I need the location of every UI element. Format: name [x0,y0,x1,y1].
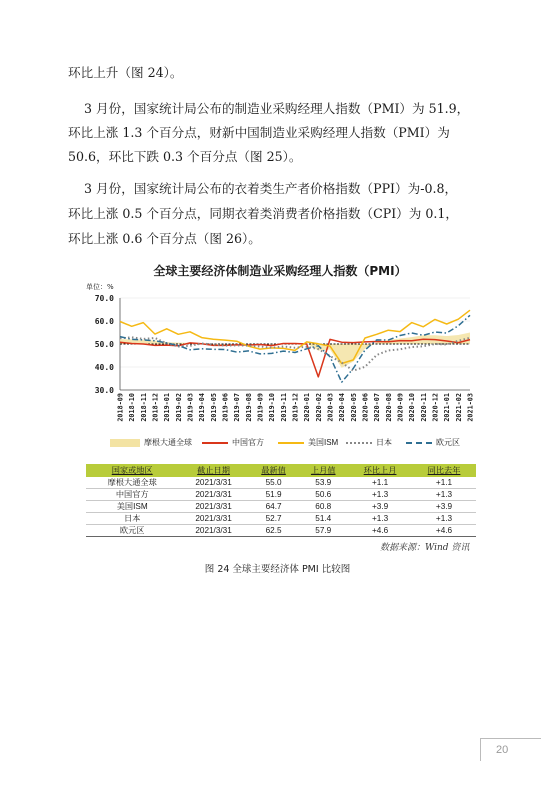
page-number-frame [480,738,541,761]
table-cell: 2021/3/31 [178,513,248,525]
table-cell: 2021/3/31 [178,525,248,537]
table-cell: 美国ISM [86,501,178,513]
table-cell: 60.8 [298,501,348,513]
x-tick-label: 2020-06 [361,393,370,422]
x-tick-label: 2020-09 [396,393,405,422]
x-tick-label: 2019-06 [221,393,230,422]
x-tick-label: 2018-11 [139,393,148,422]
table-cell: 64.7 [249,501,299,513]
x-tick-label: 2019-11 [279,393,288,422]
legend-label: 摩根大通全球 [144,438,192,447]
table-cell: 57.9 [298,525,348,537]
table-cell: 日本 [86,513,178,525]
y-tick-label: 40.0 [94,363,114,372]
x-tick-label: 2020-02 [314,393,323,422]
x-tick-label: 2019-07 [233,393,242,422]
table-cell: +1.3 [348,489,412,501]
legend-item [110,437,192,448]
legend-swatch-line [202,442,228,444]
paragraph-line: 3 月份，国家统计局公布的衣着类生产者价格指数（PPI）为-0.8， [68,181,458,196]
paragraph-line: 环比上涨 0.5 个百分点，同期衣着类消费者价格指数（CPI）为 0.1， [68,206,458,221]
x-tick-label: 2020-05 [349,393,358,422]
table-cell: 摩根大通全球 [86,477,178,489]
table-cell: +1.1 [348,477,412,489]
page-number: 20 [496,744,509,756]
x-tick-label: 2020-11 [419,393,428,422]
table-cell: 中国官方 [86,489,178,501]
table-cell: +3.9 [412,501,476,513]
x-tick-label: 2021-02 [454,393,463,422]
x-tick-label: 2019-09 [256,393,265,422]
x-tick-label: 2021-01 [443,393,452,422]
x-tick-label: 2019-01 [163,393,172,422]
legend-swatch-line [406,442,432,444]
pmi-line-chart [78,286,478,434]
chart-title: 全球主要经济体制造业采购经理人指数（PMI） [153,264,407,278]
x-tick-label: 2019-03 [186,393,195,422]
table-cell: 51.4 [298,513,348,525]
table-row [86,525,476,537]
table-cell: 2021/3/31 [178,477,248,489]
table-cell: 55.0 [249,477,299,489]
table-cell: +1.3 [412,513,476,525]
table-cell: 51.9 [249,489,299,501]
column-header: 国家或地区 [86,464,178,477]
legend-label: 中国官方 [232,438,264,447]
legend-swatch-area [110,439,140,447]
table-header-row [86,464,476,477]
paragraph-line: 环比上升（图 24）。 [68,65,183,80]
column-header: 截止日期 [178,464,248,477]
chart-unit-label: 单位：% [86,283,114,291]
x-tick-label: 2020-03 [326,393,335,422]
x-tick-label: 2018-12 [151,393,160,422]
y-tick-label: 50.0 [94,340,114,349]
x-tick-label: 2020-10 [408,393,417,422]
paragraph-line: 3 月份，国家统计局公布的制造业采购经理人指数（PMI）为 51.9， [68,101,470,116]
legend-swatch-line [346,442,372,444]
legend-item [346,437,392,448]
x-tick-label: 2020-12 [431,393,440,422]
x-tick-label: 2019-05 [209,393,218,422]
table-cell: 53.9 [298,477,348,489]
table-cell: 欧元区 [86,525,178,537]
chart-legend [110,437,490,451]
x-tick-label: 2020-04 [338,393,347,422]
legend-item [406,437,460,448]
table-cell: 52.7 [249,513,299,525]
table-cell: +1.3 [348,513,412,525]
table-cell: 62.5 [249,525,299,537]
paragraph-line: 50.6，环比下跌 0.3 个百分点（图 25）。 [68,149,302,164]
legend-swatch-line [278,442,304,444]
table-cell: +1.1 [412,477,476,489]
figure-caption: 图 24 全球主要经济体 PMI 比较图 [204,564,351,575]
table-cell: +4.6 [412,525,476,537]
y-tick-label: 30.0 [94,386,114,395]
legend-item [202,437,264,448]
table-cell: 2021/3/31 [178,489,248,501]
x-tick-label: 2020-01 [303,393,312,422]
legend-item [278,437,338,448]
table-cell: +3.9 [348,501,412,513]
x-tick-label: 2020-08 [384,393,393,422]
x-tick-label: 2020-07 [373,393,382,422]
table-cell: 2021/3/31 [178,501,248,513]
table-row [86,477,476,489]
y-tick-label: 60.0 [94,317,114,326]
table-row [86,489,476,501]
paragraph-line: 环比上涨 1.3 个百分点，财新中国制造业采购经理人指数（PMI）为 [68,125,450,140]
pmi-data-table [86,464,476,537]
x-tick-label: 2019-02 [174,393,183,422]
x-tick-label: 2018-09 [116,393,125,422]
x-tick-label: 2019-04 [198,393,207,422]
table-row [86,513,476,525]
legend-label: 欧元区 [436,438,460,447]
paragraph-line: 环比上涨 0.6 个百分点（图 26）。 [68,231,261,246]
column-header: 最新值 [249,464,299,477]
x-tick-label: 2019-08 [244,393,253,422]
y-tick-label: 70.0 [94,294,114,303]
table-cell: +1.3 [412,489,476,501]
table-cell: 50.6 [298,489,348,501]
x-tick-label: 2018-10 [128,393,137,422]
legend-label: 日本 [376,438,392,447]
column-header: 上月值 [298,464,348,477]
data-source-note: 数据来源：Wind 资讯 [380,543,470,553]
x-tick-label: 2019-12 [291,393,300,422]
x-tick-label: 2019-10 [268,393,277,422]
column-header: 环比上月 [348,464,412,477]
column-header: 同比去年 [412,464,476,477]
x-tick-label: 2021-03 [466,393,475,422]
legend-label: 美国ISM [308,438,339,447]
table-row [86,501,476,513]
table-cell: +4.6 [348,525,412,537]
